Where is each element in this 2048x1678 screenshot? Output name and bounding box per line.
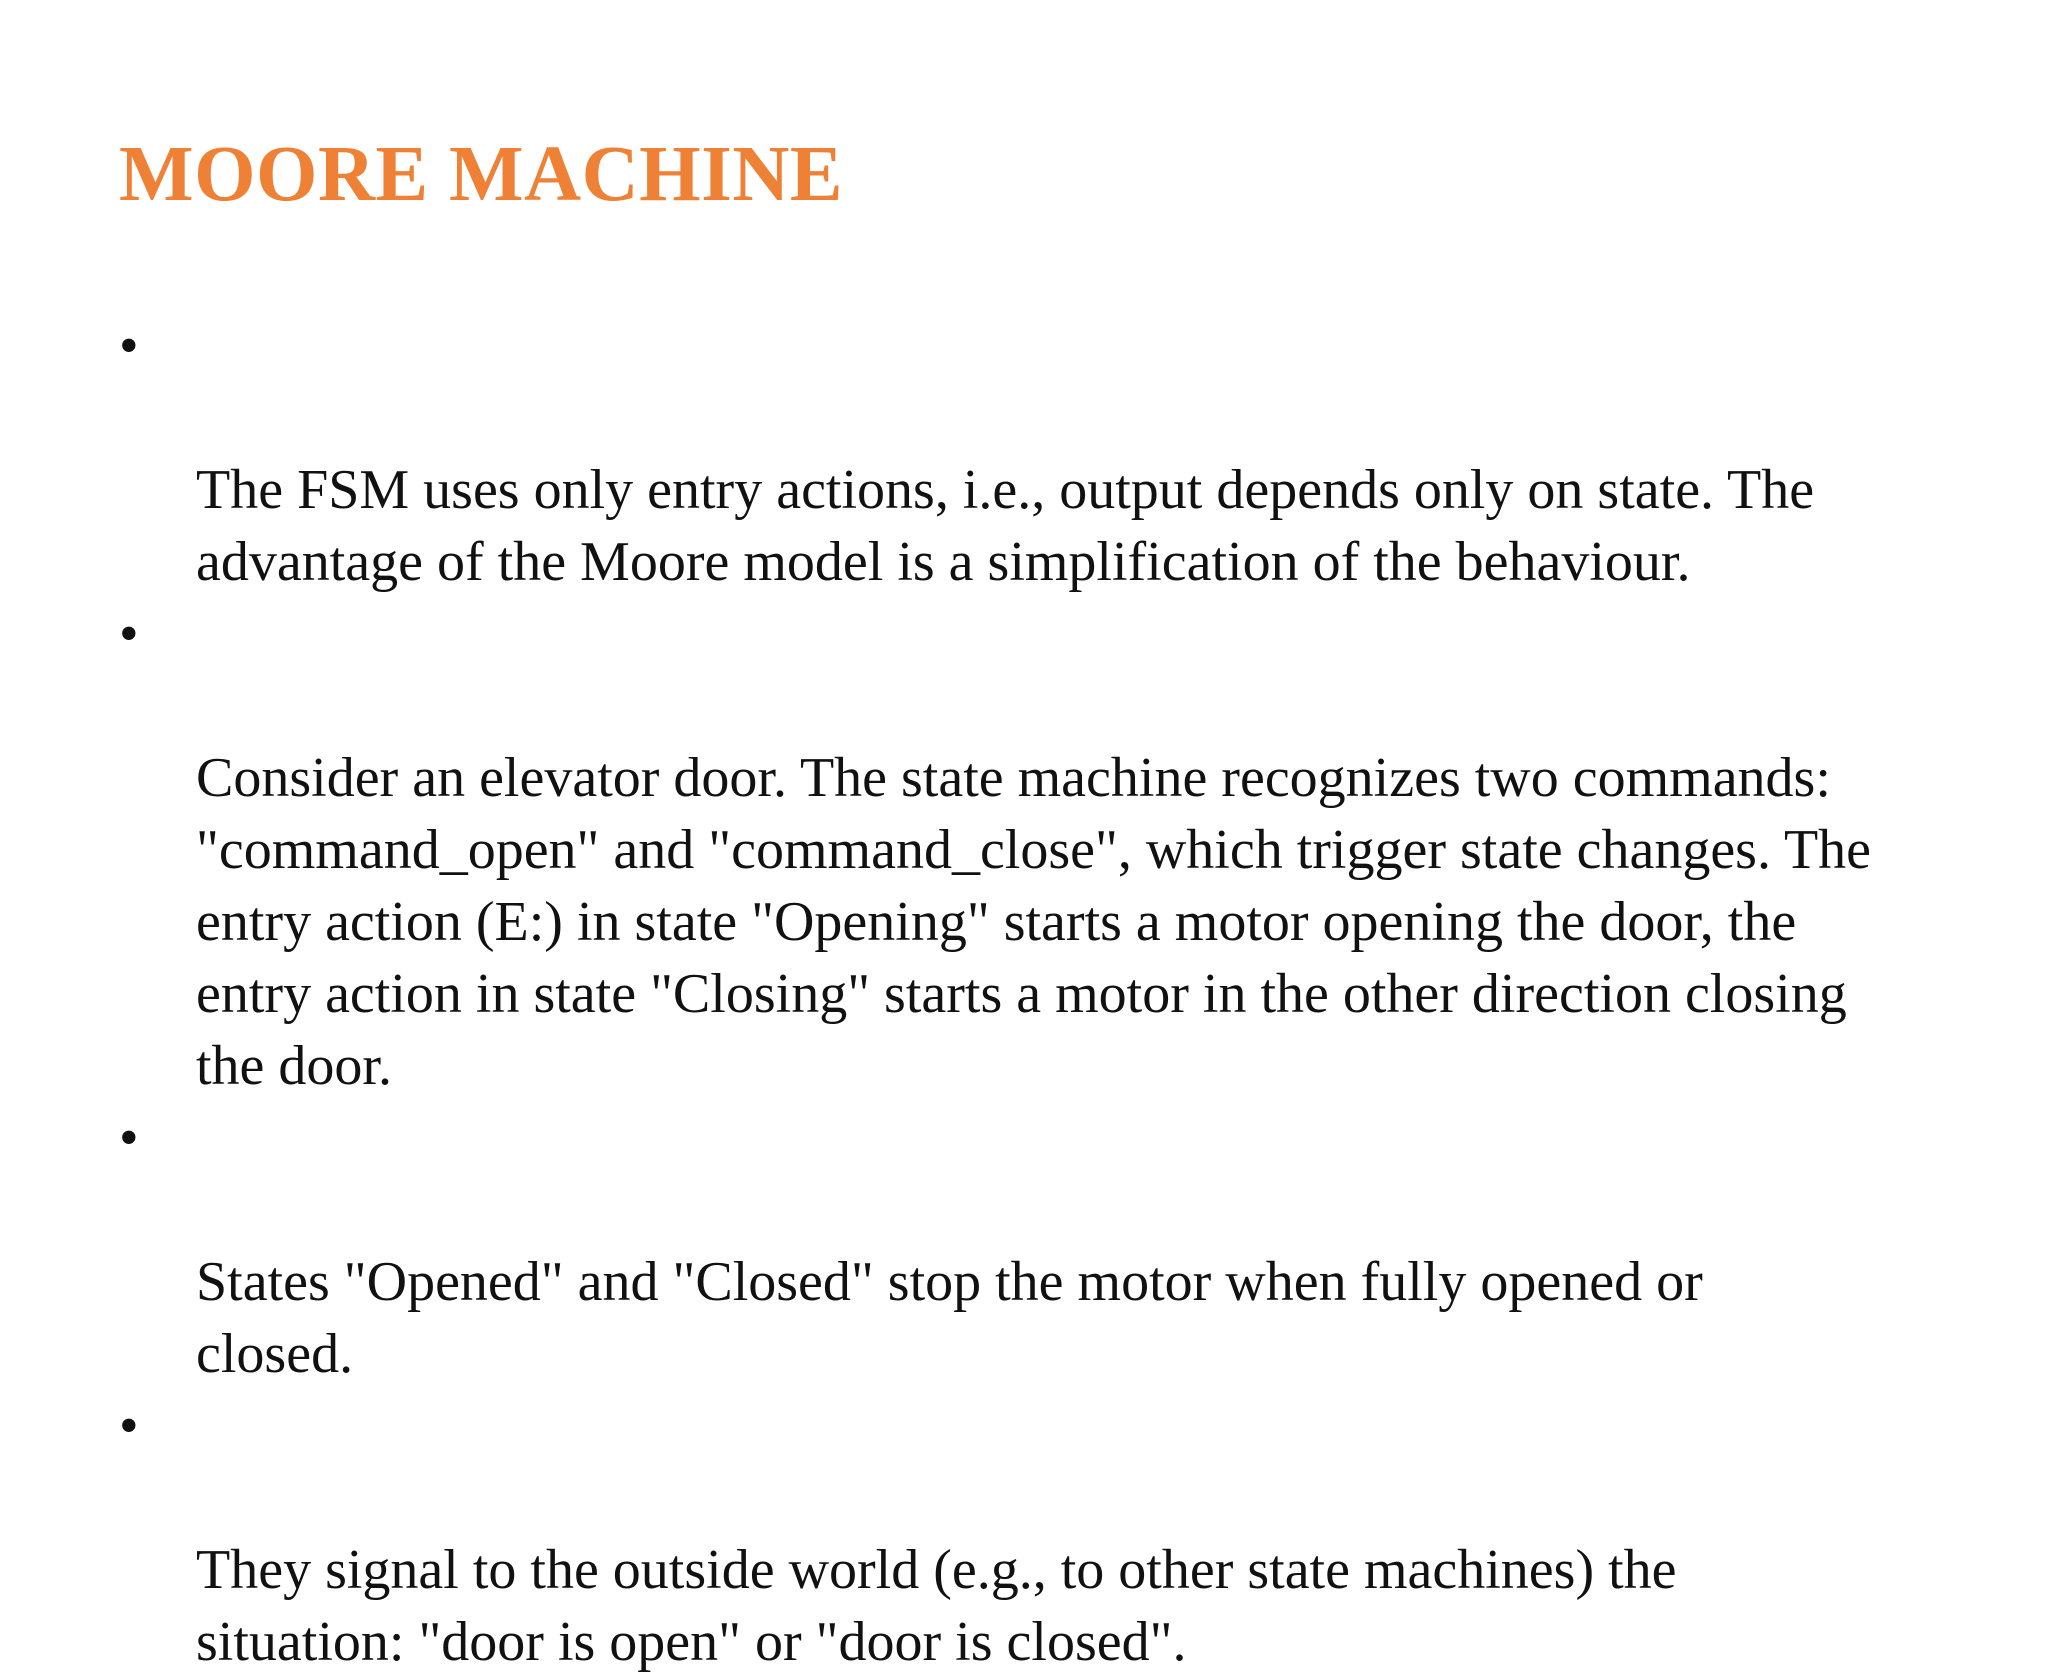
bullet-text: States "Opened" and "Closed" stop the motor when fully opened or closed. [196,1251,1703,1385]
bullet-item [119,598,2019,1102]
bullet-text: The FSM uses only entry actions, i.e., output depends only on state. The advantage of the Moore model is a simplification of the behaviour. [196,459,1815,593]
bullet-icon: • [119,1395,139,1457]
bullet-text: Consider an elevator door. The state machine recognizes two commands: "command_open" and "command_close", which trigger state changes. The entry action (E:) in state "Opening" starts a motor opening the door, the entry action in state "Closing" starts a motor in the other direction closing the door. [196,747,1872,1097]
bullet-icon: • [119,603,139,665]
bullet-item [119,310,2019,598]
slide-title: MOORE MACHINE [119,131,844,218]
bullet-icon: • [119,1107,139,1169]
bullet-list [119,310,2019,1678]
bullet-item [119,1102,2019,1390]
bullet-text: They signal to the outside world (e.g., to other state machines) the situation: "door is open" or "door is closed". [196,1539,1677,1673]
bullet-item [119,1390,2019,1678]
bullet-icon: • [119,315,139,377]
